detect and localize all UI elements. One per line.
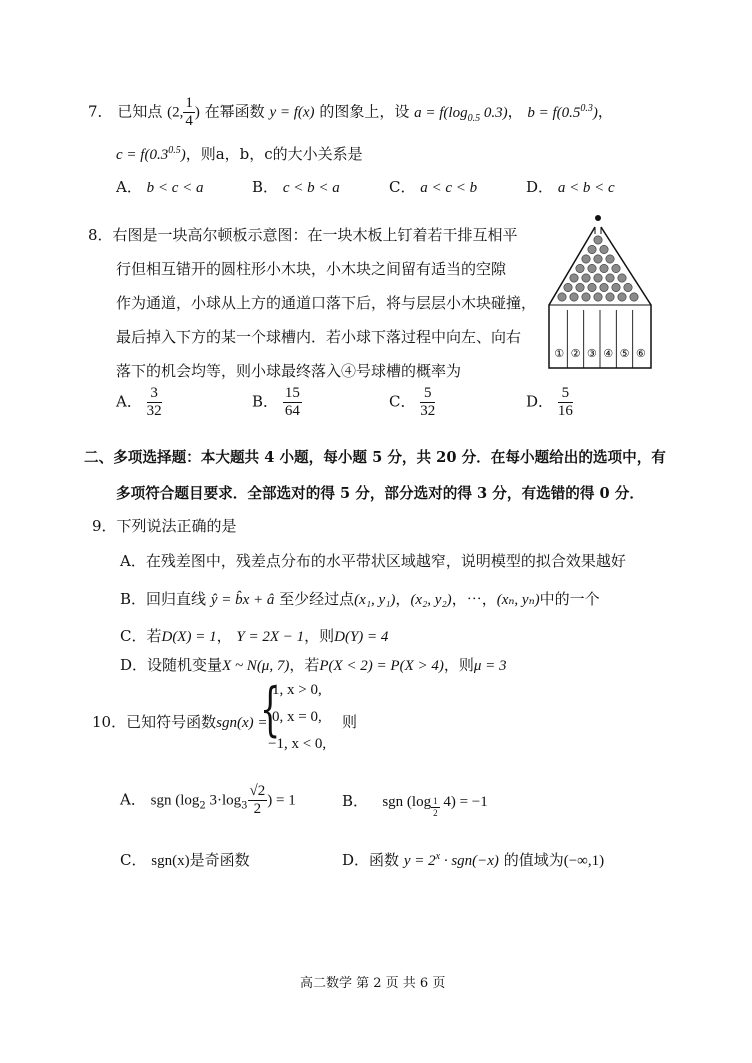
q7-number: 7． — [88, 102, 113, 121]
peg — [588, 283, 596, 291]
peg — [606, 293, 614, 301]
q8-option-d[interactable]: D． $\frac{5}{16}$ — [526, 385, 573, 419]
peg — [588, 245, 596, 253]
q7-option-d[interactable]: D． a < b < c — [526, 178, 615, 196]
q7-line2: $c = f(0.3^{0.5})$，则a，b，c的大小关系是 — [116, 145, 363, 163]
q8-line4: 最后掉入下方的某一个球槽内．若小球下落过程中向左、向右 — [116, 328, 522, 346]
peg — [582, 293, 590, 301]
q10-case-1: 1, x > 0, — [272, 682, 322, 698]
q10-stem: 10．已知符号函数sgn(x) = — [92, 713, 268, 731]
peg — [606, 274, 614, 282]
q10-option-b[interactable]: B． sgn (log $\frac{1}{2}$ 4) = −1 — [342, 792, 488, 818]
slot-label: ⑥ — [635, 347, 646, 360]
q7-option-b[interactable]: B． c < b < a — [252, 178, 340, 196]
section2-line2: 多项符合题目要求．全部选对的得 5 分，部分选对的得 3 分，有选错的得 0 分． — [116, 485, 644, 502]
peg — [576, 264, 584, 272]
peg — [576, 283, 584, 291]
q10-option-a[interactable]: A． sgn ($\log_2$ $3\cdot\log_3$ $\frac{√2}{2}$ ) = 1 — [120, 783, 296, 817]
q8-line2: 行但相互错开的圆柱形小木块，小木块之间留有适当的空隙 — [116, 260, 507, 278]
q10-case-2: 0, x = 0, — [272, 709, 322, 725]
q9-option-b[interactable]: B．回归直线 ŷ = b̂x + â 至少经过点(x₁, y₁)，(x₂, y₂)，⋯，(xₙ, yₙ)中的一个 — [120, 590, 600, 608]
peg — [594, 293, 602, 301]
q8-line3: 作为通道，小球从上方的通道口落下后，将与层层小木块碰撞， — [116, 294, 537, 312]
peg — [600, 283, 608, 291]
peg — [606, 255, 614, 263]
slot-label: ④ — [603, 347, 614, 360]
slot-label: ① — [554, 347, 565, 360]
peg — [624, 283, 632, 291]
q8-option-a[interactable]: A． $\frac{3}{32}$ — [116, 385, 162, 419]
peg — [618, 274, 626, 282]
section2-line1: 二、多项选择题：本大题共 4 小题，每小题 5 分，共 20 分．在每小题给出的选项中，有 — [84, 449, 666, 466]
peg — [600, 245, 608, 253]
q7-option-c[interactable]: C． a < c < b — [389, 178, 478, 196]
peg — [594, 236, 602, 244]
peg — [600, 264, 608, 272]
q7-line1: 7． 已知点 (2, $\frac{1}{4}$ ) 在幂函数 y = f(x) 的图象上，设 $a = f(\log_{0.5}$ 0.3)， $b = f(0.5^{0.3})$， — [88, 95, 613, 129]
peg — [570, 293, 578, 301]
galton-board-figure — [545, 210, 657, 372]
peg — [594, 274, 602, 282]
peg — [570, 274, 578, 282]
q9-option-c[interactable]: C．若D(X) = 1， Y = 2X − 1，则D(Y) = 4 — [120, 627, 389, 645]
slot-label: ③ — [586, 347, 597, 360]
q10-option-d[interactable]: D．函数 $y = 2^x \cdot sgn(-x)$ 的值域为(−∞,1) — [342, 851, 605, 869]
peg — [630, 293, 638, 301]
q8-option-c[interactable]: C． $\frac{5}{32}$ — [389, 385, 436, 419]
drop-ball — [595, 215, 601, 221]
q9-stem: 9．下列说法正确的是 — [92, 517, 237, 535]
q10-option-c[interactable]: C． sgn(x)是奇函数 — [120, 851, 250, 869]
q8-line5: 落下的机会均等，则小球最终落入④号球槽的概率为 — [116, 362, 462, 380]
slot-label: ② — [570, 347, 581, 360]
peg — [612, 283, 620, 291]
q9-number: 9． — [92, 517, 117, 535]
q9-option-a[interactable]: A．在残差图中，残差点分布的水平带状区域越窄，说明模型的拟合效果越好 — [120, 552, 626, 570]
ball-slots — [554, 310, 646, 368]
q8-line1: 8．右图是一块高尔顿板示意图：在一块木板上钉着若干排互相平 — [88, 226, 518, 244]
q8-option-b[interactable]: B． $\frac{15}{64}$ — [252, 385, 300, 419]
q10-number: 10． — [92, 713, 127, 731]
slot-label: ⑤ — [619, 347, 630, 360]
peg — [612, 264, 620, 272]
peg — [594, 255, 602, 263]
peg — [588, 264, 596, 272]
peg — [582, 255, 590, 263]
q10-then: 则 — [342, 713, 358, 731]
peg — [564, 283, 572, 291]
page-footer: 高二数学 第 2 页 共 6 页 — [300, 976, 446, 991]
peg — [582, 274, 590, 282]
peg — [618, 293, 626, 301]
peg — [558, 293, 566, 301]
q10-brace: { — [260, 675, 281, 743]
q7-option-a[interactable]: A． b < c < a — [116, 178, 204, 196]
q10-case-3: −1, x < 0, — [268, 736, 327, 752]
q8-number: 8． — [88, 226, 113, 244]
q9-option-d[interactable]: D．设随机变量X ~ N(μ, 7)，若P(X < 2) = P(X > 4)，则μ = 3 — [120, 656, 507, 674]
